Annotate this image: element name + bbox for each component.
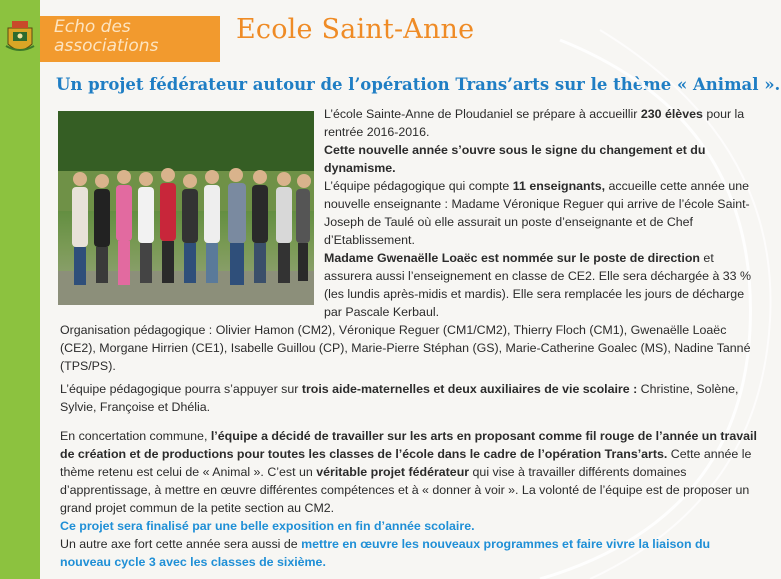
page-title: Ecole Saint-Anne [236, 14, 475, 45]
coat-of-arms-icon [4, 18, 36, 58]
support-paragraph: L’équipe pédagogique pourra s’appuyer sur trois aide-maternelles et deux auxiliaires de vie scolaire : Christine, Solène, Sylvie, Françoise et Dhélia. [60, 382, 739, 414]
intro-paragraph-2: Cette nouvelle année s’ouvre sous le signe du changement et du dynamisme. [324, 143, 706, 175]
concertation-paragraph: En concertation commune, l’équipe a décidé de travailler sur les arts en proposant comme fil rouge de l’année un travail de création et de productions pour toutes les classes de l’école dans le cadre de l’opération Trans’arts. Cette année le thème retenu est celui de « Animal ». C’est un véritable projet fédérateur qui vise à travailler différents domaines d’apprentissage, à mettre en œuvre différentes compétences et à « donner à voir ». La volonté de l’équipe est de proposer un grand projet commun de la petite section au CM2. Ce projet sera finalisé par une belle exposition en fin d’année scolaire. [60, 429, 757, 533]
intro-paragraph-4: Madame Gwenaëlle Loaëc est nommée sur le poste de direction et assurera aussi l’enseignement en classe de CE2. Elle sera déchargée à 33 % (les lundis après-midis et mardis). Elle sera remplacée les jours de décharge par Pascale Kerbaul. [324, 251, 752, 319]
organisation-paragraph: Organisation pédagogique : Olivier Hamon (CM2), Véronique Reguer (CM1/CM2), Thierry Floch (CM1), Gwenaëlle Loaëc (CE2), Morgane Hirrien (CE1), Isabelle Guillou (CP), Marie-Pierre Stéphan (GS), Marie-Catherine Goalec (MS), Nadine Tanné (TPS/PS). [60, 323, 751, 373]
intro-column [324, 105, 756, 321]
side-green-bar [0, 0, 40, 579]
group-photo [58, 111, 314, 305]
section-label-line1: Echo des [54, 17, 131, 37]
intro-paragraph-3: L’équipe pédagogique qui compte 11 enseignants, accueille cette année une nouvelle enseignante : Madame Véronique Reguer qui arrive de l’école Saint-Joseph de Taulé où elle assurait un poste d’enseignante et de Chef d’Etablissement. [324, 179, 750, 247]
section-label [40, 16, 220, 62]
exposition-highlight: Ce projet sera finalisé par une belle exposition en fin d’année scolaire. [60, 519, 475, 533]
article-subtitle: Un projet fédérateur autour de l’opération Trans’arts sur le thème « Animal ». [56, 75, 781, 94]
autre-axe-paragraph: Un autre axe fort cette année sera aussi de mettre en œuvre les nouveaux programmes et faire vivre la liaison du nouveau cycle 3 avec les classes de sixième. [60, 537, 711, 569]
intro-paragraph-1: L’école Sainte-Anne de Ploudaniel se prépare à accueillir 230 élèves pour la rentrée 2016-2016. [324, 107, 745, 139]
section-label-line2: associations [54, 36, 159, 56]
